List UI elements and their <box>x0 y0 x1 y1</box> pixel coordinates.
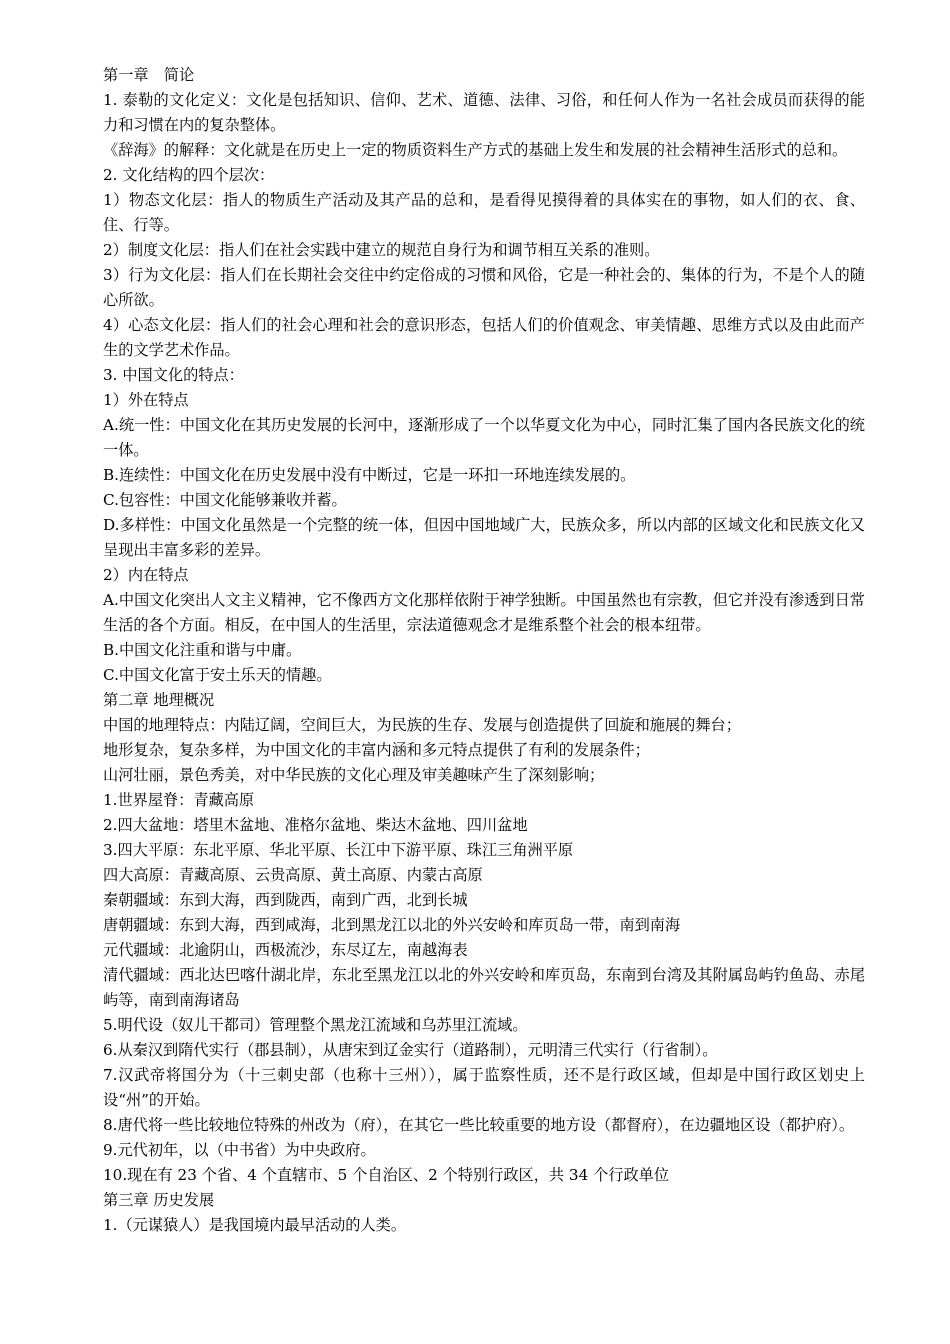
document-page <box>103 63 865 1238</box>
paragraph: 2. 文化结构的四个层次： <box>103 166 275 184</box>
paragraph: 唐朝疆域：东到大海，西到咸海，北到黑龙江以北的外兴安岭和库页岛一带，南到南海 <box>103 916 681 934</box>
paragraph: 8.唐代将一些比较地位特殊的州改为（府），在其它一些比较重要的地方设（都督府），在边疆地区设（都护府）。 <box>103 1116 855 1134</box>
paragraph: 3. 中国文化的特点： <box>103 366 244 384</box>
paragraph: 山河壮丽，景色秀美，对中华民族的文化心理及审美趣味产生了深刻影响； <box>103 766 605 784</box>
paragraph: 7.汉武帝将国分为（十三刺史部（也称十三州）），属于监察性质，还不是行政区域，但却是中国行政区划史上设“州”的开始。 <box>103 1066 865 1109</box>
paragraph: 3）行为文化层：指人们在长期社会交往中约定俗成的习惯和风俗，它是一种社会的、集体的行为，不是个人的随心所欲。 <box>103 266 865 309</box>
paragraph: B.中国文化注重和谐与中庸。 <box>103 641 302 659</box>
paragraph: 2）制度文化层：指人们在社会实践中建立的规范自身行为和调节相互关系的准则。 <box>103 241 660 259</box>
paragraph: 3.四大平原：东北平原、华北平原、长江中下游平原、珠江三角洲平原 <box>103 841 574 859</box>
paragraph: 地形复杂，复杂多样，为中国文化的丰富内涵和多元特点提供了有利的发展条件； <box>103 741 650 759</box>
paragraph: A.中国文化突出人文主义精神，它不像西方文化那样依附于神学独断。中国虽然也有宗教，但它并没有渗透到日常生活的各个方面。相反，在中国人的生活里，宗法道德观念才是维系整个社会的根本纽带。 <box>103 591 865 634</box>
paragraph: 元代疆域：北逾阴山，西极流沙，东尽辽左，南越海表 <box>103 941 468 959</box>
paragraph: 2.四大盆地：塔里木盆地、准格尔盆地、柴达木盆地、四川盆地 <box>103 816 528 834</box>
paragraph: 1）外在特点 <box>103 391 189 409</box>
paragraph: 1）物态文化层：指人的物质生产活动及其产品的总和，是看得见摸得着的具体实在的事物，如人们的衣、食、住、行等。 <box>103 191 865 234</box>
paragraph: 1.（元谋猿人）是我国境内最早活动的人类。 <box>103 1216 407 1234</box>
paragraph: C.包容性：中国文化能够兼收并蓄。 <box>103 491 347 509</box>
paragraph: 四大高原：青藏高原、云贵高原、黄土高原、内蒙古高原 <box>103 866 483 884</box>
chapter-3-heading: 第三章 历史发展 <box>103 1191 215 1209</box>
paragraph: 6.从秦汉到隋代实行（郡县制），从唐宋到辽金实行（道路制），元明清三代实行（行省制）。 <box>103 1041 718 1059</box>
paragraph: 5.明代设（奴儿干都司）管理整个黑龙江流域和乌苏里江流域。 <box>103 1016 528 1034</box>
paragraph: 10.现在有 23 个省、4 个直辖市、5 个自治区、2 个特别行政区，共 34 个行政单位 <box>103 1166 670 1184</box>
paragraph: 1.世界屋脊：青藏高原 <box>103 791 255 809</box>
chapter-2-heading: 第二章 地理概况 <box>103 691 215 709</box>
paragraph: B.连续性：中国文化在历史发展中没有中断过，它是一环扣一环地连续发展的。 <box>103 466 636 484</box>
paragraph: 秦朝疆域：东到大海，西到陇西，南到广西，北到长城 <box>103 891 468 909</box>
paragraph: 《辞海》的解释：文化就是在历史上一定的物质资料生产方式的基础上发生和发展的社会精神生活形式的总和。 <box>103 141 848 159</box>
chapter-1-heading: 第一章 简论 <box>103 66 195 84</box>
paragraph: 1. 泰勒的文化定义：文化是包括知识、信仰、艺术、道德、法律、习俗，和任何人作为一名社会成员而获得的能力和习惯在内的复杂整体。 <box>103 91 865 134</box>
paragraph: 清代疆域：西北达巴喀什湖北岸，东北至黑龙江以北的外兴安岭和库页岛，东南到台湾及其附属岛屿钓鱼岛、赤尾屿等，南到南海诸岛 <box>103 966 865 1009</box>
paragraph: C.中国文化富于安土乐天的情趣。 <box>103 666 332 684</box>
paragraph: A.统一性：中国文化在其历史发展的长河中，逐渐形成了一个以华夏文化为中心，同时汇集了国内各民族文化的统一体。 <box>103 416 865 459</box>
paragraph: 9.元代初年，以（中书省）为中央政府。 <box>103 1141 376 1159</box>
paragraph: 2）内在特点 <box>103 566 189 584</box>
paragraph: D.多样性：中国文化虽然是一个完整的统一体，但因中国地域广大，民族众多，所以内部的区域文化和民族文化又呈现出丰富多彩的差异。 <box>103 516 865 559</box>
paragraph: 4）心态文化层：指人们的社会心理和社会的意识形态，包括人们的价值观念、审美情趣、思维方式以及由此而产生的文学艺术作品。 <box>103 316 865 359</box>
paragraph: 中国的地理特点：内陆辽阔，空间巨大，为民族的生存、发展与创造提供了回旋和施展的舞台； <box>103 716 741 734</box>
